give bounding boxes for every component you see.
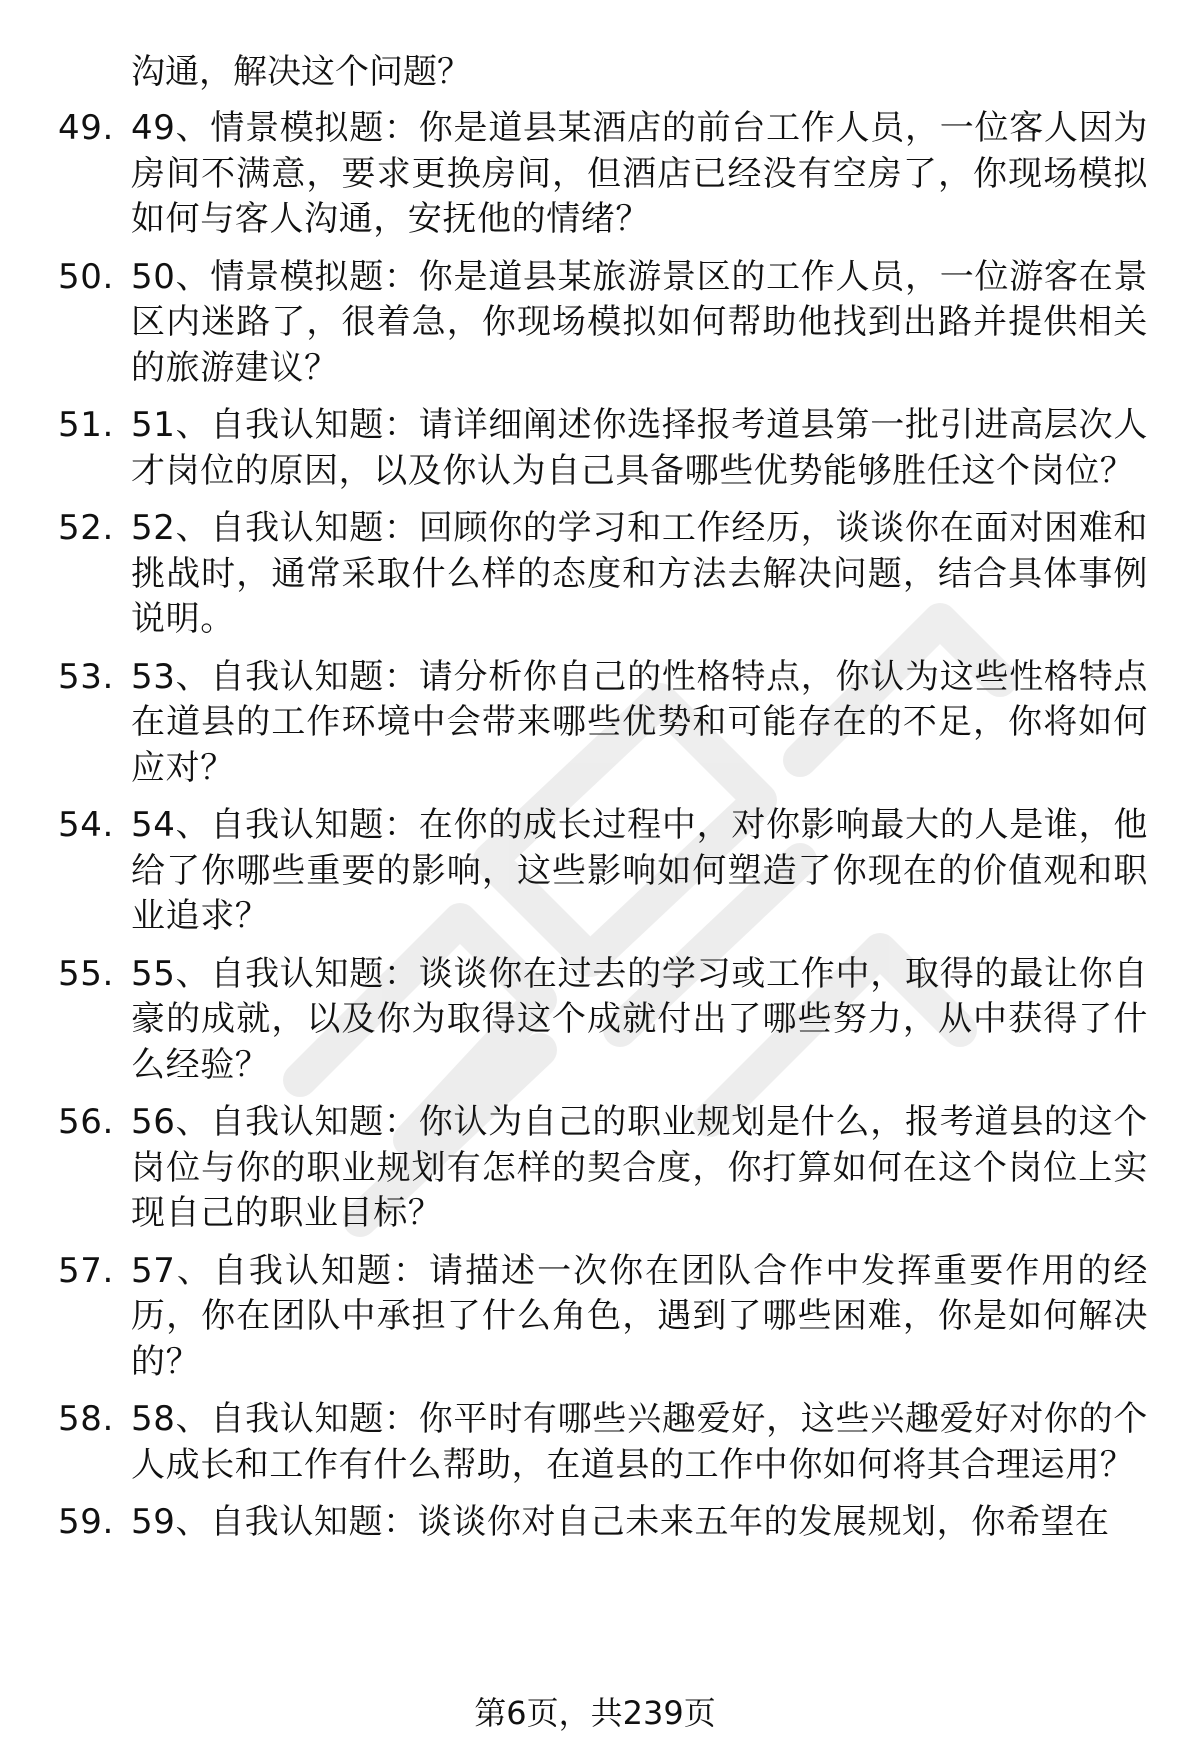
question-number: 58. [58, 1399, 114, 1439]
question-text: 50、情景模拟题：你是道县某旅游景区的工作人员，一位游客在景区内迷路了，很着急，你现场模拟如何帮助他找到出路并提供相关的旅游建议？ [131, 256, 1148, 388]
list-item [0, 1397, 1190, 1488]
question-text: 55、自我认知题：谈谈你在过去的学习或工作中，取得的最让你自豪的成就，以及你为取得这个成就付出了哪些努力，从中获得了什么经验？ [131, 953, 1148, 1085]
question-text: 57、自我认知题：请描述一次你在团队合作中发挥重要作用的经历，你在团队中承担了什么角色，遇到了哪些困难，你是如何解决的？ [131, 1250, 1148, 1382]
question-number: 50. [58, 256, 114, 297]
question-text: 58、自我认知题：你平时有哪些兴趣爱好，这些兴趣爱好对你的个人成长和工作有什么帮助，在道县的工作中你如何将其合理运用？ [131, 1399, 1148, 1485]
list-item [0, 803, 1190, 940]
question-number: 56. [58, 1102, 114, 1142]
list-item [0, 952, 1190, 1089]
question-number: 49. [58, 108, 114, 148]
list-item [0, 655, 1190, 792]
question-number: 59. [58, 1502, 114, 1542]
list-item [0, 255, 1190, 392]
question-text: 51、自我认知题：请详细阐述你选择报考道县第一批引进高层次人才岗位的原因，以及你认为自己具备哪些优势能够胜任这个岗位？ [131, 405, 1148, 491]
question-text: 49、情景模拟题：你是道县某酒店的前台工作人员，一位客人因为房间不满意，要求更换房间，但酒店已经没有空房了，你现场模拟如何与客人沟通，安抚他的情绪？ [131, 108, 1148, 239]
question-number: 55. [58, 953, 114, 994]
list-item [0, 506, 1190, 643]
continuation-text: 沟通，解决这个问题？ [131, 52, 471, 92]
list-item [0, 1249, 1190, 1386]
list-item [0, 403, 1190, 494]
list-item [0, 1500, 1190, 1546]
question-text: 52、自我认知题：回顾你的学习和工作经历，谈谈你在面对困难和挑战时，通常采取什么样的态度和方法去解决问题，结合具体事例说明。 [131, 508, 1148, 639]
list-item [0, 106, 1190, 243]
list-item [0, 1100, 1190, 1237]
question-list [0, 106, 1190, 1558]
question-number: 54. [58, 805, 114, 845]
question-text: 59、自我认知题：谈谈你对自己未来五年的发展规划，你希望在 [131, 1502, 1110, 1542]
question-text: 56、自我认知题：你认为自己的职业规划是什么，报考道县的这个岗位与你的职业规划有怎样的契合度，你打算如何在这个岗位上实现自己的职业目标？ [131, 1102, 1148, 1233]
question-number: 53. [58, 656, 114, 697]
question-number: 57. [58, 1250, 114, 1291]
question-number: 52. [58, 508, 114, 548]
question-text: 54、自我认知题：在你的成长过程中，对你影响最大的人是谁，他给了你哪些重要的影响，这些影响如何塑造了你现在的价值观和职业追求？ [131, 805, 1148, 936]
question-text: 53、自我认知题：请分析你自己的性格特点，你认为这些性格特点在道县的工作环境中会带来哪些优势和可能存在的不足，你将如何应对？ [131, 656, 1148, 788]
question-number: 51. [58, 405, 114, 445]
page-footer: 第6页，共239页 [474, 1694, 716, 1732]
